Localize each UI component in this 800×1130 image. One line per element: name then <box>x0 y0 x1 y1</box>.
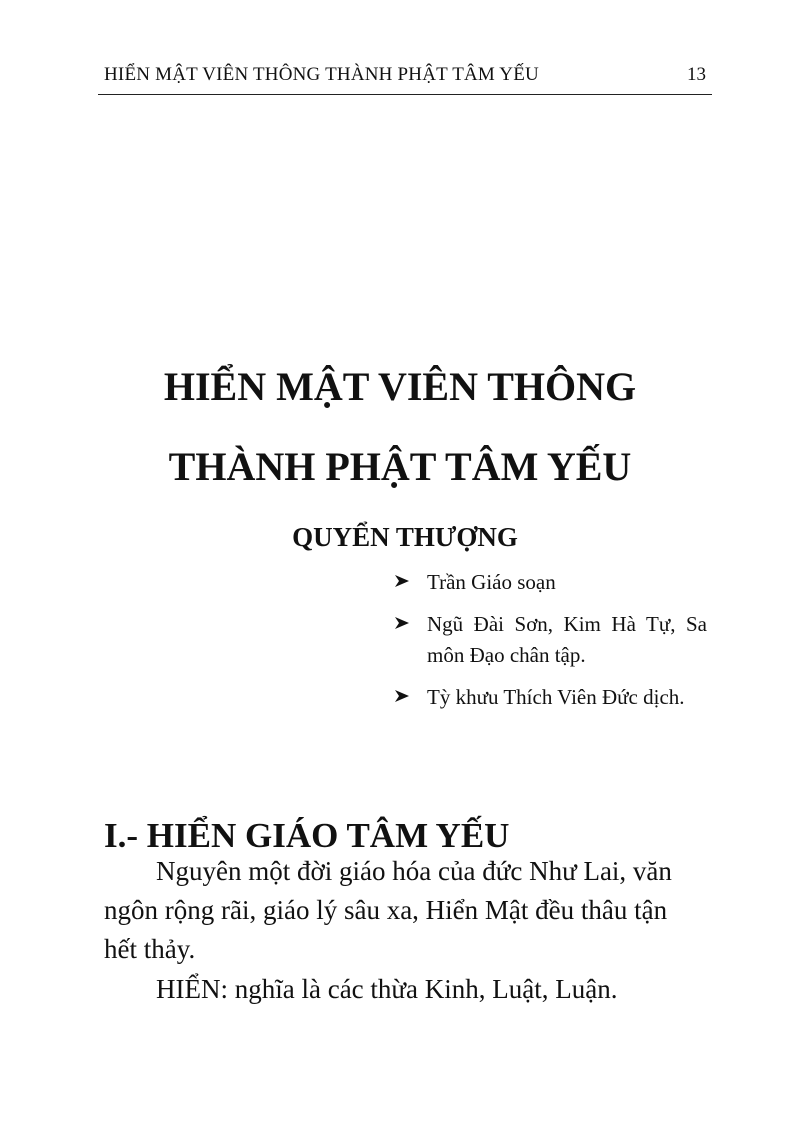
running-header <box>98 58 712 95</box>
defined-term: HIỂN: <box>156 974 228 1004</box>
body-paragraph-1: Nguyên một đời giáo hóa của đức Như Lai, văn ngôn rộng rãi, giáo lý sâu xa, Hiển Mật đều thâu tận hết thảy. <box>104 856 672 964</box>
credit-item-author <box>392 567 707 598</box>
arrow-bullet-icon <box>394 573 410 589</box>
running-title: HIỂN MẬT VIÊN THÔNG THÀNH PHẬT TÂM YẾU <box>104 64 539 85</box>
main-title-line-1: HIỂN MẬT VIÊN THÔNG <box>163 363 637 409</box>
page-number: 13 <box>687 64 706 85</box>
arrow-bullet-icon <box>394 615 410 631</box>
credit-item-translator <box>392 682 707 713</box>
section-heading: I.- HIỂN GIÁO TÂM YẾU <box>104 816 510 856</box>
credits-list <box>392 567 707 724</box>
volume-subtitle: QUYỂN THƯỢNG <box>292 522 518 553</box>
body-paragraph-2 <box>104 970 702 1009</box>
credit-text: Ngũ Đài Sơn, Kim Hà Tự, Sa môn Đạo chân tập. <box>427 612 707 667</box>
credit-text: Tỳ khưu Thích Viên Đức dịch. <box>427 685 685 709</box>
main-title-line-2: THÀNH PHẬT TÂM YẾU <box>168 443 632 489</box>
credit-item-compiler <box>392 609 707 671</box>
credit-text: Trần Giáo soạn <box>427 570 556 594</box>
body-text <box>104 852 702 1009</box>
arrow-bullet-icon <box>394 688 410 704</box>
term-definition: nghĩa là các thừa Kinh, Luật, Luận. <box>227 974 618 1004</box>
